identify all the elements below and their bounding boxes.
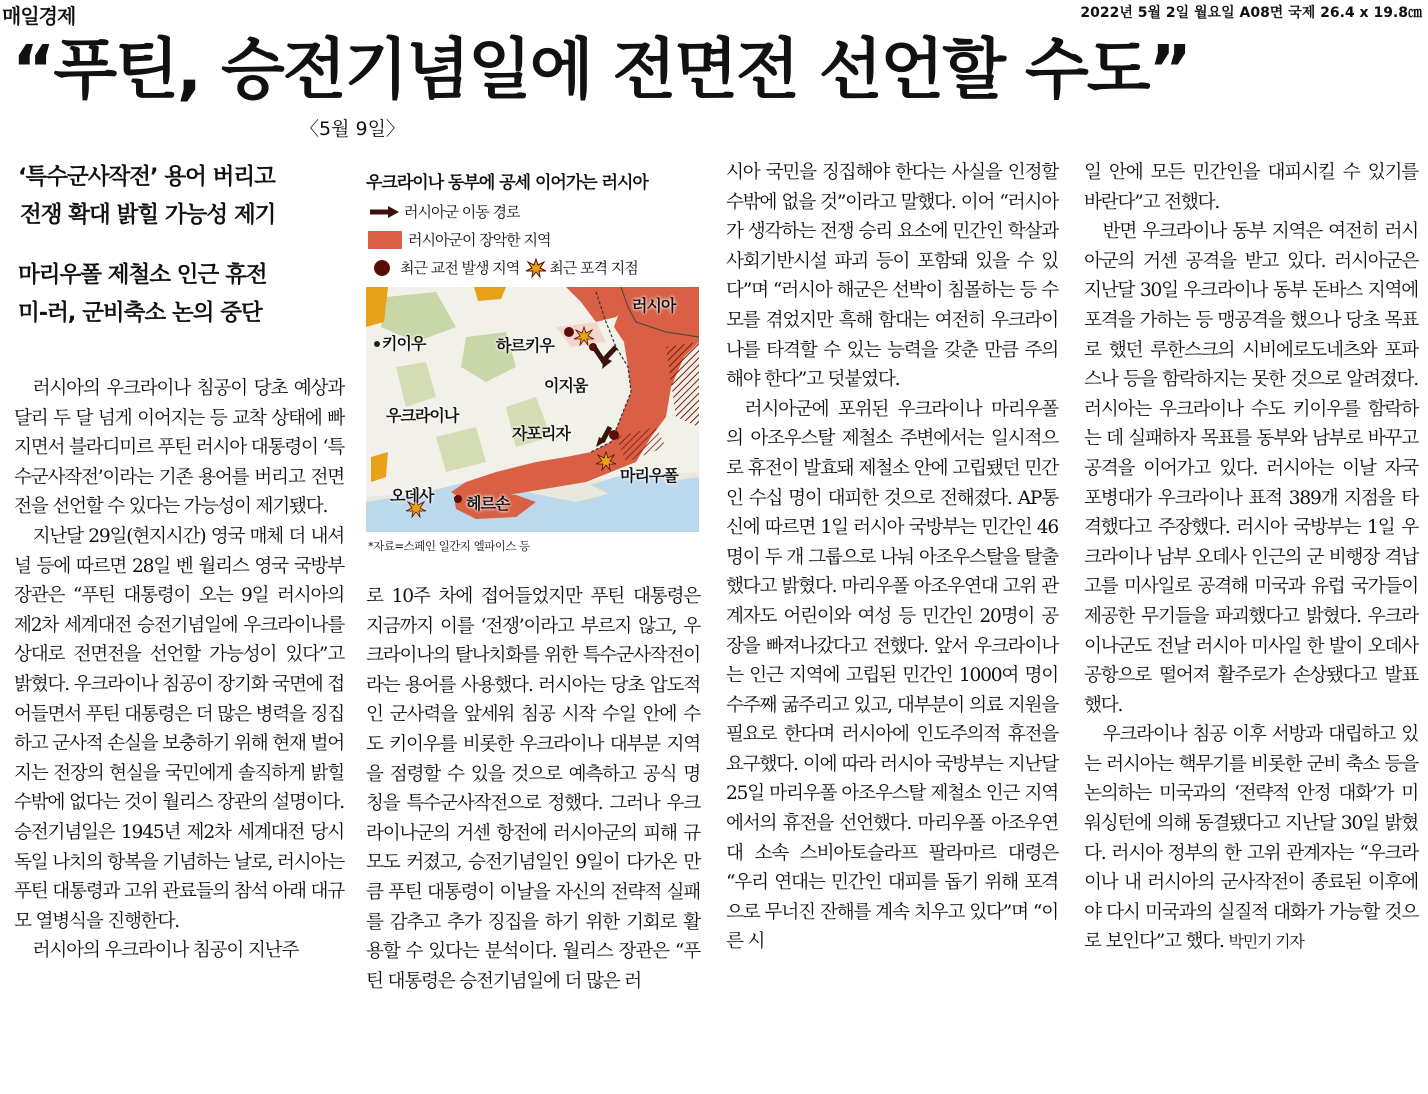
subhead-line: ‘특수군사작전’ 용어 버리고 — [18, 164, 275, 190]
shelling-burst-icon — [525, 258, 547, 278]
map-source: *자료=스페인 일간지 엘파이스 등 — [368, 539, 530, 553]
map-label-kherson: 헤르손 — [466, 494, 510, 513]
map-label-mariupol: 마리우폴 — [620, 466, 678, 485]
article-column-1 — [14, 374, 344, 966]
ukraine-map — [366, 287, 699, 532]
legend-item-route — [368, 201, 519, 222]
map-label-russia: 러시아 — [632, 296, 676, 315]
article-column-3 — [726, 158, 1058, 957]
paragraph: 러시아의 우크라이나 침공이 당초 예상과 달리 두 달 넘게 이어지는 등 교착 상태에 빠지면서 블라디미르 푸틴 러시아 대통령이 ‘특수군사작전’이라는 기존 용어를 버리고 전면전을 선언할 수 있다는 가능성이 제기됐다. — [14, 378, 344, 518]
subhead-line: 마리우폴 제철소 인근 휴전 — [18, 262, 267, 288]
newspaper-masthead: 매일경제 — [2, 4, 76, 28]
legend-label: 러시아군 이동 경로 — [404, 203, 520, 221]
legend-label: 최근 포격 지점 — [549, 259, 638, 277]
subheads — [18, 158, 348, 354]
subhead-group — [18, 256, 348, 332]
map-label-izium: 이지움 — [544, 376, 588, 395]
legend-label: 러시아군이 장악한 지역 — [408, 231, 551, 249]
legend-label: 최근 교전 발생 지역 — [400, 259, 520, 277]
occupied-swatch-icon — [368, 231, 402, 249]
headline: “푸틴, 승전기념일에 전면전 선언할 수도” — [12, 31, 1190, 108]
paragraph: 로 10주 차에 접어들었지만 푸틴 대통령은 지금까지 이를 ‘전쟁’이라고 부르지 않고, 우크라이나의 탈나치화를 위한 특수군사작전이라는 용어를 사용했다. 러시아는 당초 압도적인 군사력을 앞세워 침공 시작 수일 안에 수도 키이우를 비롯한 우크라이나 대부분 지역을 점령할 수 있을 것으로 예측하고 공식 명칭을 특수군사작전으로 정했다. 그러나 우크라이나군의 거센 항전에 러시아군의 피해 규모도 커졌고, 승전기념일인 9일이 다가온 만큼 푸틴 대통령이 이날을 자신의 전략적 실패를 감추고 추가 징집을 하기 위한 기회로 활용할 수 있다는 분석이다. 월리스 장관은 “푸틴 대통령은 승전기념일에 더 많은 러 — [366, 586, 700, 992]
map-label-odesa: 오데사 — [390, 486, 434, 505]
headline-date: 〈5월 9일〉 — [300, 118, 405, 140]
article-column-2 — [366, 582, 700, 996]
map-label-ukraine: 우크라이나 — [386, 406, 459, 425]
combat-dot-icon — [374, 260, 390, 276]
legend-item-combat — [368, 257, 638, 278]
paragraph: 러시아의 우크라이나 침공이 지난주 — [32, 940, 299, 962]
paragraph — [1084, 720, 1418, 957]
legend-item-occupied — [368, 229, 550, 250]
article-column-4 — [1084, 158, 1418, 957]
publication-info: 2022년 5월 2일 월요일 A08면 국제 26.4 x 19.8㎝ — [1080, 5, 1422, 21]
map-label-zaporizhzhia: 자포리자 — [512, 424, 570, 443]
map-title: 우크라이나 동부에 공세 이어가는 러시아 — [366, 173, 648, 193]
paragraph: 시아 국민을 징집해야 한다는 사실을 인정할 수밖에 없을 것”이라고 말했다. 이어 “러시아가 생각하는 전쟁 승리 요소에 민간인 학살과 사회기반시설 파괴 등이 포함돼 있을 수 있다”며 “러시아 해군은 선박이 침몰하는 등 수모를 겪었지만 흑해 함대는 여전히 우크라이나를 타격할 수 있는 능력을 갖춘 만큼 주의해야 한다”고 덧붙였다. — [726, 162, 1058, 391]
paragraph: 반면 우크라이나 동부 지역은 여전히 러시아군의 거센 공격을 받고 있다. 러시아군은 지난달 30일 우크라이나 동부 돈바스 지역에 포격을 가하는 등 맹공격을 했으나 당초 목표로 했던 루한스크의 시비에로도네츠와 포파스나 등을 함락하지는 못한 것으로 알려졌다. 러시아는 우크라이나 수도 키이우를 함락하는 데 실패하자 목표를 동부와 남부로 바꾸고 공격을 이어가고 있다. 러시아는 이날 자국 포병대가 우크라이나 표적 389개 지점을 타격했다고 주장했다. 러시아 국방부는 1일 우크라이나 남부 오데사 인근의 군 비행장 격납고를 미사일로 공격해 미국과 유럽 국가들이 제공한 무기들을 파괴했다고 밝혔다. 우크라이나군도 전날 러시아 미사일 한 발이 오데사 공항으로 떨어져 활주로가 손상됐다고 발표했다. — [1084, 221, 1418, 716]
subhead-group — [18, 158, 348, 234]
paragraph: 일 안에 모든 민간인을 대피시킬 수 있기를 바란다”고 전했다. — [1084, 162, 1418, 213]
paragraph: 러시아군에 포위된 우크라이나 마리우폴의 아조우스탈 제철소 주변에서는 일시적으로 휴전이 발효돼 제철소 안에 고립됐던 민간인 수십 명이 대피한 것으로 전해졌다. AP통신에 따르면 1일 러시아 국방부는 민간인 46명이 두 개 그룹으로 나눠 아조우스탈을 탈출했다고 밝혔다. 마리우폴 아조우연대 고위 관계자도 어린이와 여성 등 민간인 20명이 공장을 빠져나갔다고 전했다. 앞서 우크라이나는 인근 지역에 고립된 민간인 1000여 명이 수주째 굶주리고 있고, 대부분이 의료 지원을 필요로 한다며 러시아에 인도주의적 휴전을 요구했다. 이에 따라 러시아 국방부는 지난달 25일 마리우폴 아조우스탈 제철소 인근 지역에서의 휴전을 선언했다. 마리우폴 아조우연대 소속 스비아토슬라프 팔라마르 대령은 “우리 연대는 민간인 대피를 돕기 위해 포격으로 무너진 잔해를 계속 치우고 있다”며 “이른 시 — [726, 398, 1058, 953]
route-arrow-icon — [368, 205, 400, 219]
subhead-line: 전쟁 확대 밝힐 가능성 제기 — [20, 202, 276, 228]
map-label-kyiv: 키이우 — [382, 334, 426, 353]
map-label-kharkiv: 하르키우 — [496, 336, 554, 355]
paragraph-text: 우크라이나 침공 이후 서방과 대립하고 있는 러시아는 핵무기를 비롯한 군비 축소 등을 논의하는 미국과의 ‘전략적 안정 대화’가 미 워싱턴에 의해 동결됐다고 지난달 30일 밝혔다. 러시아 정부의 한 고위 관계자는 “우크라이나 내 러시아의 군사작전이 종료된 이후에야 다시 미국과의 실질적 대화가 가능할 것으로 보인다”고 했다. — [1084, 724, 1418, 953]
subhead-line: 미-러, 군비축소 논의 중단 — [18, 300, 262, 326]
paragraph: 지난달 29일(현지시간) 영국 매체 더 내셔널 등에 따르면 28일 벤 월리스 영국 국방부 장관은 “푸틴 대통령이 오는 9일 러시아의 제2차 세계대전 승전기념일에 우크라이나를 상대로 전면전을 선언할 가능성이 있다”고 밝혔다. 우크라이나 침공이 장기화 국면에 접어들면서 푸틴 대통령은 더 많은 병력을 징집하고 군사적 손실을 보충하기 위해 현재 벌어지는 전장의 현실을 국민에게 솔직하게 밝힐 수밖에 없다는 것이 월리스 장관의 설명이다. 승전기념일은 1945년 제2차 세계대전 당시 독일 나치의 항복을 기념하는 날로, 러시아는 푸틴 대통령과 고위 관료들의 참석 아래 대규모 열병식을 진행한다. — [14, 525, 344, 932]
byline: 박민기 기자 — [1228, 932, 1304, 952]
